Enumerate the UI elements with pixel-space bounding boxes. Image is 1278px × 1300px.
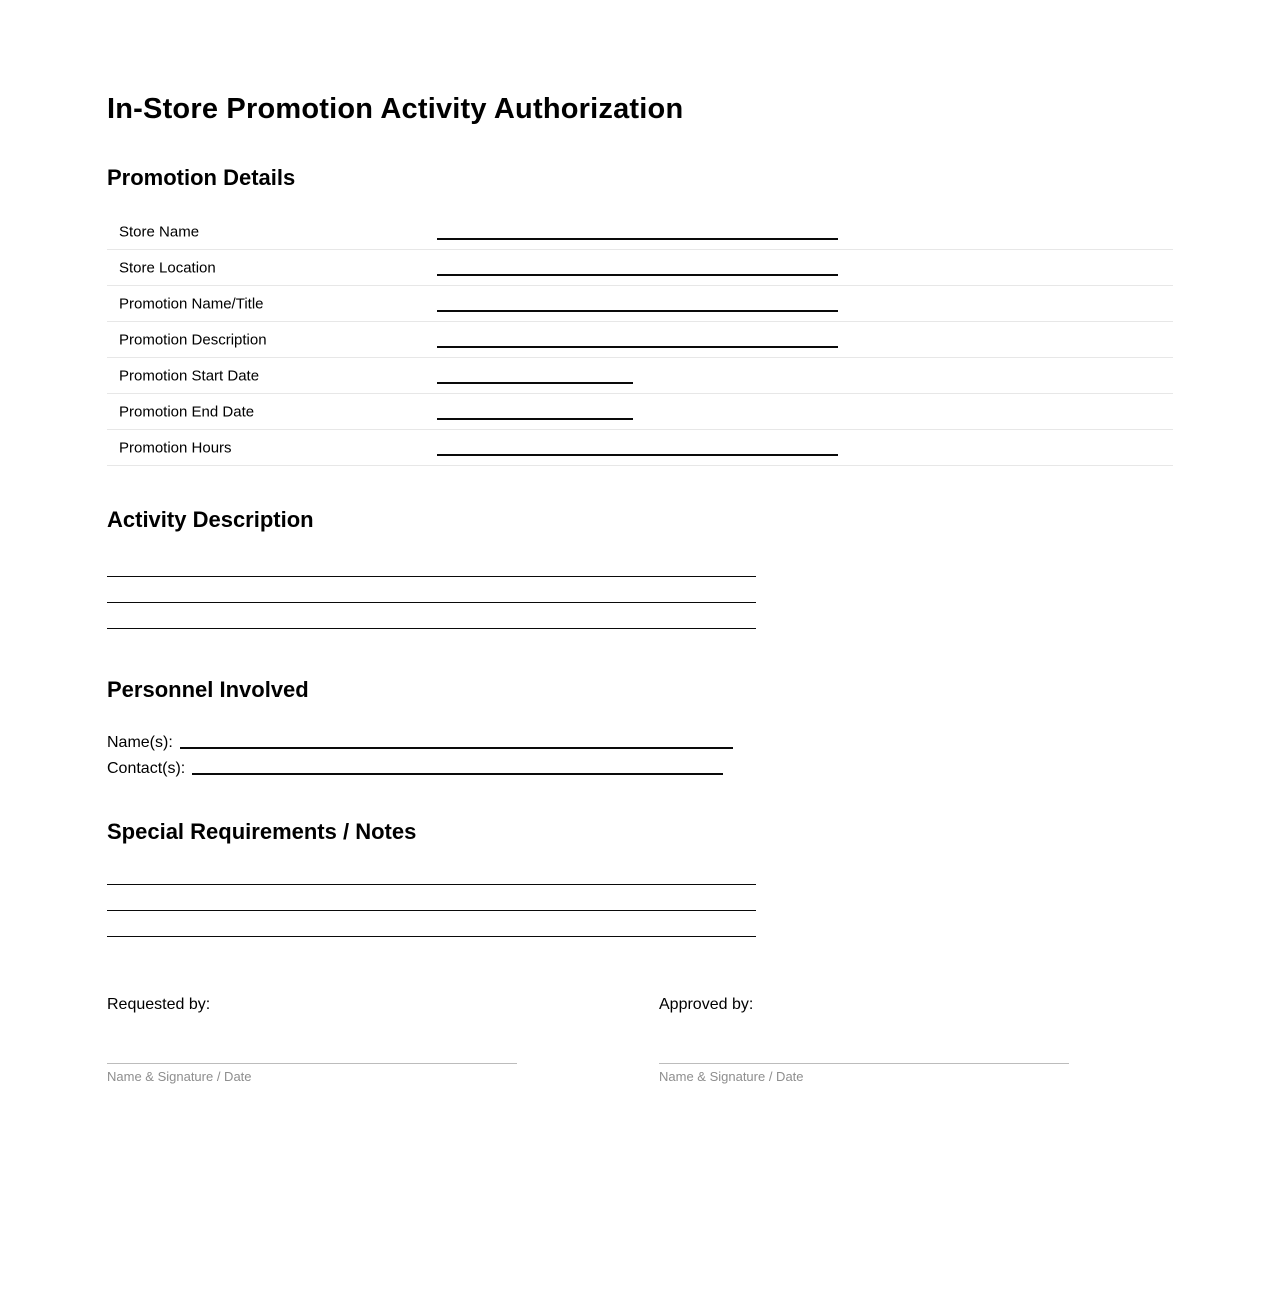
field-label-store-name: Store Name [119, 223, 200, 240]
requested-by-caption: Name & Signature / Date [107, 1069, 252, 1084]
section-heading-special-requirements: Special Requirements / Notes [107, 819, 417, 844]
field-label-names: Name(s): [107, 734, 173, 751]
promotion-hours-fill-line[interactable] [437, 454, 838, 456]
names-fill-line[interactable] [180, 747, 733, 749]
promotion-details-table [107, 214, 1173, 466]
activity-description-writing-line-1[interactable] [107, 551, 756, 577]
activity-description-writing-line-2[interactable] [107, 577, 756, 603]
field-row-names [107, 726, 1173, 752]
special-requirements-writing-line-1[interactable] [107, 859, 756, 885]
field-label-contacts: Contact(s): [107, 760, 186, 777]
field-row-promotion-start-date [107, 358, 1173, 394]
section-heading-activity-description: Activity Description [107, 507, 314, 532]
field-label-promotion-start-date: Promotion Start Date [119, 367, 260, 384]
section-heading-promotion-details: Promotion Details [107, 165, 296, 190]
approved-by-block [659, 995, 1069, 1085]
requested-by-label: Requested by: [107, 996, 211, 1013]
field-row-promotion-name-title [107, 286, 1173, 322]
field-row-promotion-description [107, 322, 1173, 358]
activity-description-writing-line-3[interactable] [107, 603, 756, 629]
store-name-fill-line[interactable] [437, 238, 838, 240]
field-row-promotion-end-date [107, 394, 1173, 430]
activity-description-writing-area [107, 551, 756, 629]
promotion-description-fill-line[interactable] [437, 346, 838, 348]
promotion-end-date-fill-line[interactable] [437, 418, 633, 420]
field-row-contacts [107, 752, 1173, 778]
approved-by-caption: Name & Signature / Date [659, 1069, 804, 1084]
contacts-fill-line[interactable] [192, 773, 723, 775]
field-row-store-location [107, 250, 1173, 286]
personnel-fields [107, 726, 1173, 778]
field-label-promotion-name-title: Promotion Name/Title [119, 295, 264, 312]
special-requirements-writing-line-2[interactable] [107, 885, 756, 911]
promotion-name-title-fill-line[interactable] [437, 310, 838, 312]
approved-by-signature-line[interactable] [659, 1063, 1069, 1064]
approved-by-label: Approved by: [659, 996, 754, 1013]
field-label-store-location: Store Location [119, 259, 216, 276]
special-requirements-writing-area [107, 859, 756, 937]
requested-by-block [107, 995, 517, 1085]
special-requirements-writing-line-3[interactable] [107, 911, 756, 937]
section-heading-personnel-involved: Personnel Involved [107, 677, 309, 702]
requested-by-signature-line[interactable] [107, 1063, 517, 1064]
promotion-start-date-fill-line[interactable] [437, 382, 633, 384]
field-label-promotion-hours: Promotion Hours [119, 439, 232, 456]
signature-section [107, 995, 1173, 1085]
field-label-promotion-description: Promotion Description [119, 331, 267, 348]
store-location-fill-line[interactable] [437, 274, 838, 276]
field-label-promotion-end-date: Promotion End Date [119, 403, 255, 420]
field-row-promotion-hours [107, 430, 1173, 466]
field-row-store-name [107, 214, 1173, 250]
page-title: In-Store Promotion Activity Authorization [107, 93, 684, 125]
